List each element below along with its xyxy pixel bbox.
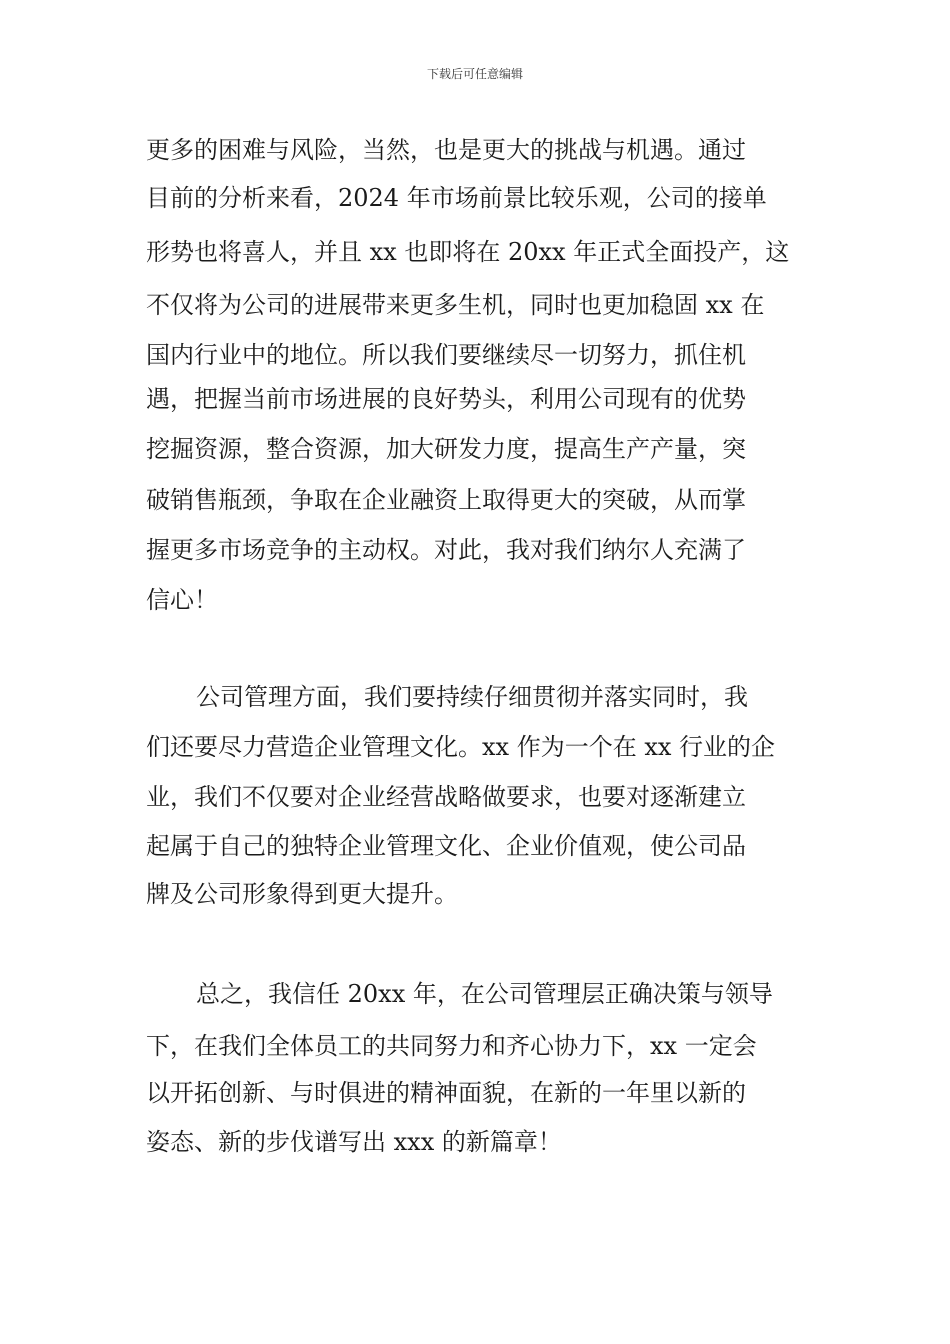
paragraph-1-line-10: 信心！ [146,586,218,614]
paragraph-1-line-1: 更多的困难与风险，当然，也是更大的挑战与机遇。通过 [146,136,746,164]
paragraph-3-line-4: 姿态、新的步伐谱写出 xxx 的新篇章！ [146,1128,562,1156]
page-header: 下载后可任意编辑 [426,67,523,81]
paragraph-3-line-1: 总之，我信任 20xx 年，在公司管理层正确决策与领导 [196,980,773,1008]
paragraph-1-line-2: 目前的分析来看，2024 年市场前景比较乐观，公司的接单 [146,184,767,212]
paragraph-1-line-7: 挖掘资源，整合资源，加大研发力度，提高生产产量，突 [146,435,746,463]
paragraph-1-line-4: 不仅将为公司的进展带来更多生机，同时也更加稳固 xx 在 [146,291,765,319]
paragraph-2-line-3: 业，我们不仅要对企业经营战略做要求，也要对逐渐建立 [146,783,746,811]
paragraph-1-line-6: 遇，把握当前市场进展的良好势头，利用公司现有的优势 [146,385,746,413]
paragraph-1-line-5: 国内行业中的地位。所以我们要继续尽一切努力，抓住机 [146,341,746,369]
paragraph-2-line-1: 公司管理方面，我们要持续仔细贯彻并落实同时，我 [196,683,748,711]
paragraph-3-line-2: 下，在我们全体员工的共同努力和齐心协力下，xx 一定会 [146,1032,757,1060]
paragraph-1-line-3: 形势也将喜人，并且 xx 也即将在 20xx 年正式全面投产，这 [146,238,790,266]
paragraph-1-line-8: 破销售瓶颈，争取在企业融资上取得更大的突破，从而掌 [146,486,746,514]
paragraph-1-line-9: 握更多市场竞争的主动权。对此，我对我们纳尔人充满了 [146,536,746,564]
paragraph-2-line-4: 起属于自己的独特企业管理文化、企业价值观，使公司品 [146,832,746,860]
paragraph-3-line-3: 以开拓创新、与时俱进的精神面貌，在新的一年里以新的 [146,1079,746,1107]
paragraph-2-line-5: 牌及公司形象得到更大提升。 [146,880,458,908]
paragraph-2-line-2: 们还要尽力营造企业管理文化。xx 作为一个在 xx 行业的企 [146,733,776,761]
